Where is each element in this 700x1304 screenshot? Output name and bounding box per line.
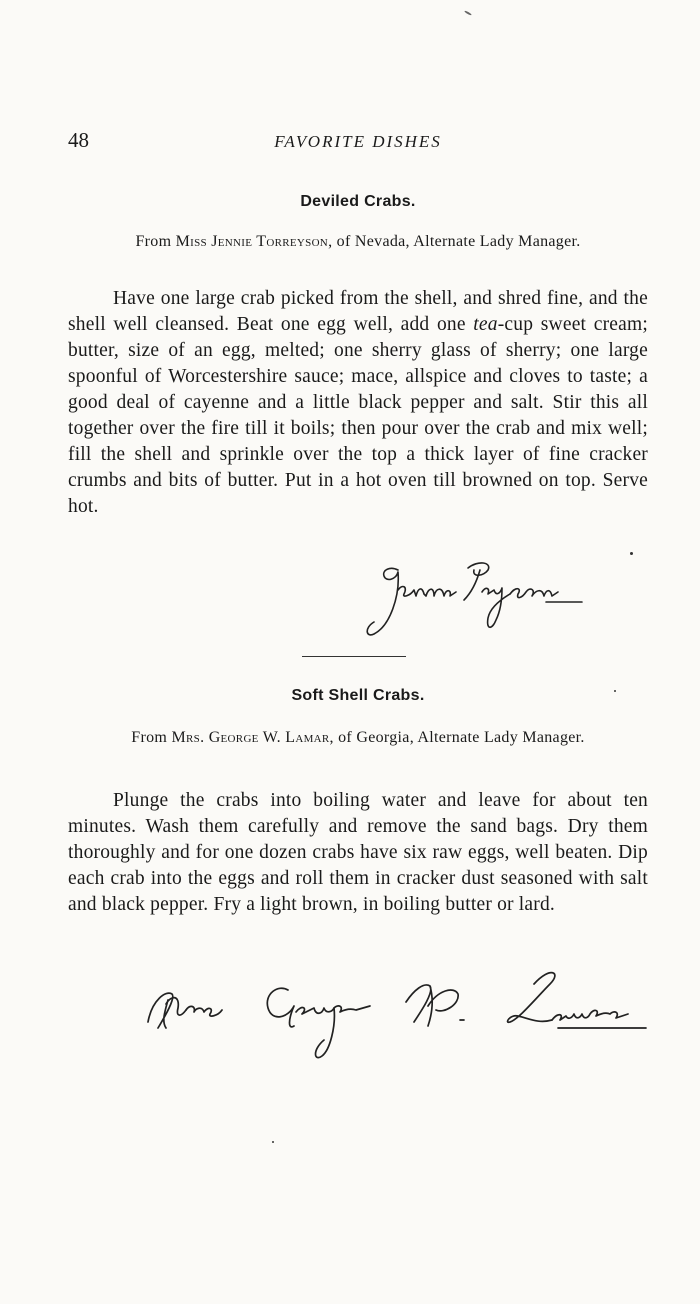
- recipe-source-soft-shell-crabs: [78, 727, 638, 748]
- source-prefix: From: [135, 233, 172, 250]
- source-title: Mrs.: [171, 729, 205, 746]
- ink-speck: [614, 690, 616, 692]
- ink-speck: [272, 1141, 274, 1143]
- recipe-body-soft-shell-crabs: [68, 788, 648, 918]
- running-title: FAVORITE DISHES: [274, 132, 442, 151]
- recipe-title-deviled-crabs: Deviled Crabs.: [300, 193, 416, 210]
- source-prefix: From: [131, 729, 168, 746]
- body-text-italic: tea: [473, 314, 498, 335]
- source-title: Miss: [175, 233, 207, 250]
- recipe-title-soft-shell-crabs: Soft Shell Crabs.: [291, 687, 425, 704]
- running-head: [68, 128, 648, 158]
- signature-george-w-lamar: [138, 960, 658, 1080]
- page-number: 48: [68, 128, 89, 152]
- body-text-part: -cup sweet cream; butter, size of an egg, melted; one sherry glass of sherry; one large spoonful of Worcestershire sauce; mace, allspice and cloves to taste; a good deal of cayenne and a little black pepper and salt. Stir this all together over the fire till it boils; then pour over the crab and mix well; fill the shell and sprinkle over the top a thick layer of fine cracker crumbs and bits of butter. Put in a hot oven till browned on top. Serve hot.: [68, 314, 648, 517]
- source-name: Jennie Torreyson: [211, 233, 329, 250]
- recipe-paragraph: [68, 286, 648, 520]
- section-divider: [302, 656, 406, 657]
- signature-jennie-torreyson: [360, 556, 600, 646]
- recipe-paragraph: Plunge the crabs into boiling water and leave for about ten minutes. Wash them carefully and remove the sand bags. Dry them thoroughly and for one dozen crabs have six raw eggs, well beaten. Dip each crab into the eggs and roll them in cracker dust seasoned with salt and black pepper. Fry a light brown, in boiling butter or lard.: [68, 790, 648, 915]
- source-suffix: , of Nevada, Alternate Lady Manager.: [328, 233, 581, 250]
- recipe-body-deviled-crabs: [68, 286, 648, 520]
- source-name: George W. Lamar: [208, 729, 330, 746]
- ink-speck: [464, 10, 472, 16]
- body-text-part: Have one large crab picked from the shell, and shred fine, and the shell well cleansed. Beat one egg well, add one: [68, 288, 648, 335]
- recipe-source-deviled-crabs: [78, 231, 638, 252]
- ink-speck: [630, 552, 633, 555]
- source-suffix: , of Georgia, Alternate Lady Manager.: [329, 729, 585, 746]
